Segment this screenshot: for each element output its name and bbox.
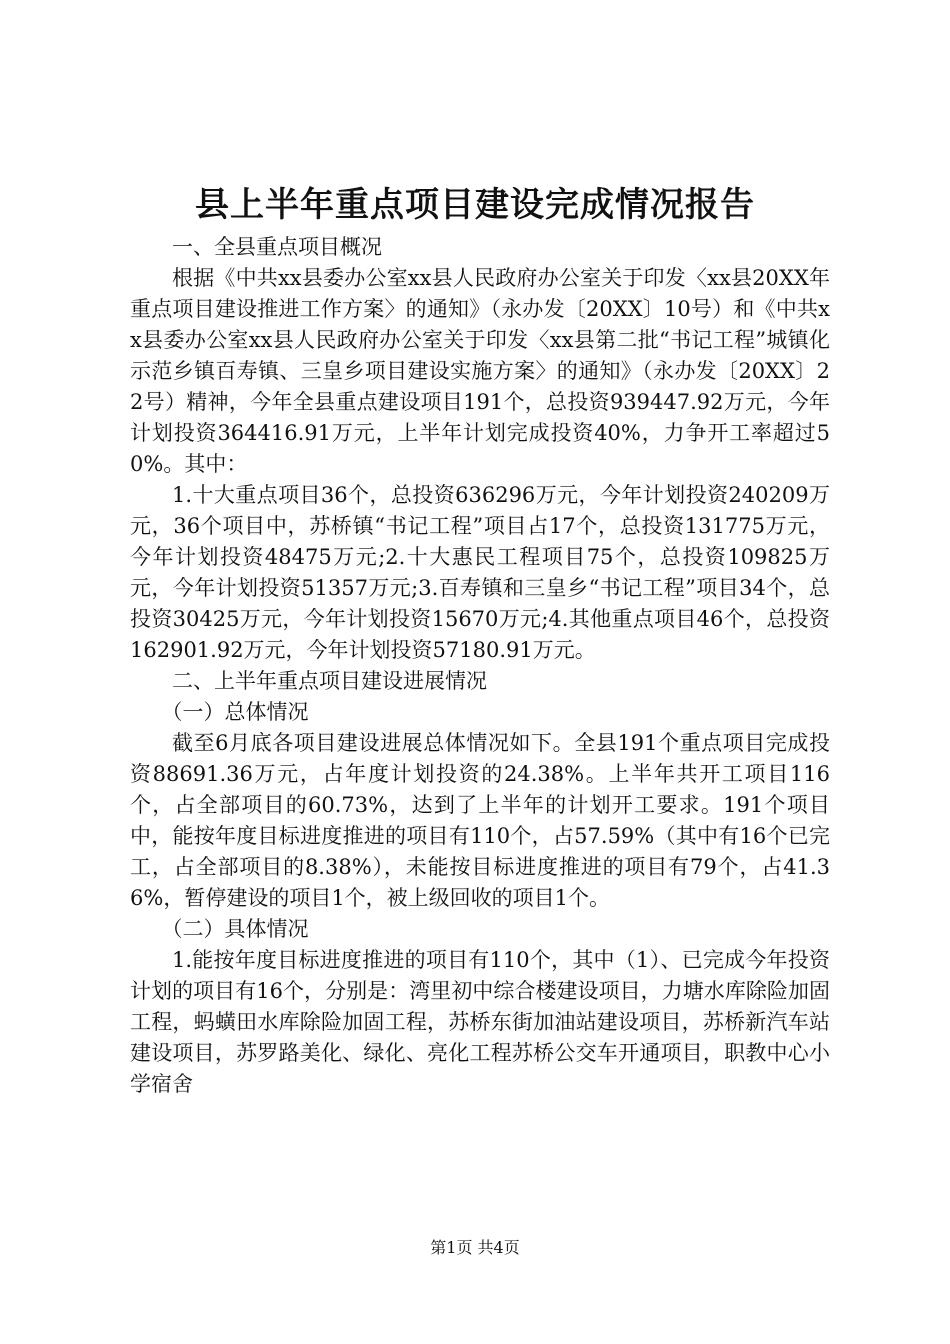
document-body — [130, 232, 830, 1100]
subsection-heading-overall: （一）总体情况 — [161, 700, 309, 724]
paragraph-overall-status: 截至6月底各项目建设进展总体情况如下。全县191个重点项目完成投资88691.36万元，占年度计划投资的24.38%。上半年共开工项目116个，占全部项目的60.73%，达到了上半年的计划开工要求。191个项目中，能按年度目标进度推进的项目有110个，占57.59%（其中有16个已完工，占全部项目的8.38%），未能按目标进度推进的项目有79个，占41.36%，暂停建设的项目1个，被上级回收的项目1个。 — [130, 731, 830, 910]
paragraph-project-breakdown: 1.十大重点项目36个，总投资636296万元，今年计划投资240209万元，36个项目中，苏桥镇“书记工程”项目占17个，总投资131775万元，今年计划投资48475万元;2.十大惠民工程项目75个，总投资109825万元，今年计划投资51357万元;3.百寿镇和三皇乡“书记工程”项目34个，总投资30425万元，今年计划投资15670万元;4.其他重点项目46个，总投资162901.92万元，今年计划投资57180.91万元。 — [130, 483, 830, 662]
paragraph-on-track-projects: 1.能按年度目标进度推进的项目有110个，其中（1）、已完成今年投资计划的项目有16个，分别是：湾里初中综合楼建设项目，力塘水库除险加固工程，蚂蟥田水库除险加固工程，苏桥东街加油站建设项目，苏桥新汽车站建设项目，苏罗路美化、绿化、亮化工程苏桥公交车开通项目，职教中心小学宿舍 — [130, 948, 830, 1096]
section-heading-progress: 二、上半年重点项目建设进展情况 — [172, 669, 487, 693]
subsection-heading-details: （二）具体情况 — [161, 917, 309, 941]
document-title: 县上半年重点项目建设完成情况报告 — [195, 185, 755, 225]
section-heading-overview: 一、全县重点项目概况 — [172, 235, 382, 259]
page-number-footer: 第1页 共4页 — [430, 1238, 520, 1257]
paragraph-basis: 根据《中共xx县委办公室xx县人民政府办公室关于印发〈xx县20XX年重点项目建设推进工作方案〉的通知》（永办发〔20XX〕10号）和《中共xx县委办公室xx县人民政府办公室关于印发〈xx县第二批“书记工程”城镇化示范乡镇百寿镇、三皇乡项目建设实施方案〉的通知》（永办发〔20XX〕22号）精神，今年全县重点建设项目191个，总投资939447.92万元，今年计划投资364416.91万元，上半年计划完成投资40%，力争开工率超过50%。其中： — [130, 266, 830, 476]
